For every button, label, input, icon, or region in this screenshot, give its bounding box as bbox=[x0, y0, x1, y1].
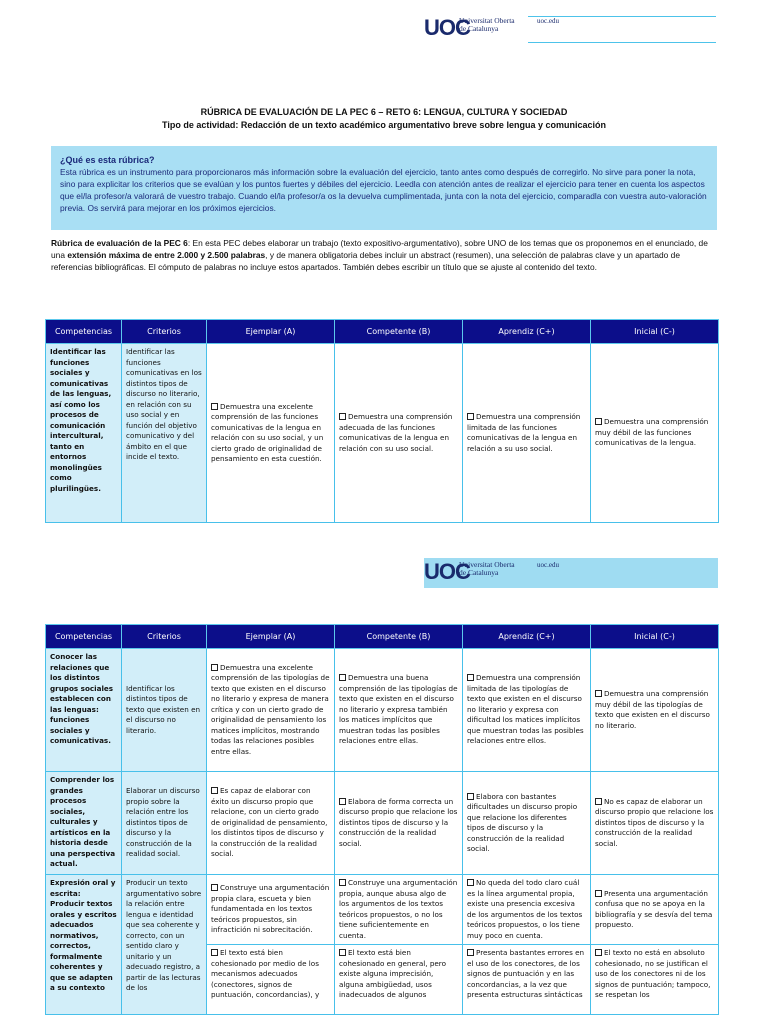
table-header-row bbox=[46, 625, 719, 649]
rubric-table-2 bbox=[45, 624, 719, 1015]
table-row bbox=[46, 772, 719, 875]
checkbox[interactable] bbox=[211, 787, 218, 794]
checkbox[interactable] bbox=[211, 664, 218, 671]
col-competente: Competente (B) bbox=[335, 625, 463, 649]
col-competente: Competente (B) bbox=[335, 320, 463, 344]
level-b-cell: Elabora de forma correcta un discurso propio que relacione los distintos tipos de discurso y la construcción de la realidad social. bbox=[335, 772, 463, 875]
uoc-logo: UOC bbox=[424, 15, 470, 40]
level-b-cell: Demuestra una comprensión adecuada de las funciones comunicativas de la lengua en relación con su uso social. bbox=[335, 344, 463, 523]
checkbox[interactable] bbox=[339, 413, 346, 420]
intro-box bbox=[51, 146, 717, 230]
checkbox[interactable] bbox=[595, 798, 602, 805]
rubric-description: Rúbrica de evaluación de la PEC 6: En esta PEC debes elaborar un trabajo (texto expositivo-argumentativo), sobre UNO de los temas que os proponemos en el enunciado, de una extensión máxima de entre 2.000 y 2.500 palabras, y de manera obligatoria debes incluir un abstract (resumen), una selección de palabras clave y un apartado de referencias bibliográficas. El cómputo de palabras no incluye estos apartados. También debes escribir un título que se ajuste al contenido del texto. bbox=[51, 238, 708, 272]
checkbox[interactable] bbox=[339, 674, 346, 681]
criterio-cell: Identificar los distintos tipos de texto que existen en el discurso no literario. bbox=[122, 649, 207, 772]
table-row bbox=[46, 649, 719, 772]
checkbox[interactable] bbox=[467, 949, 474, 956]
level-cplus-cell: Demuestra una comprensión limitada de las tipologías de texto que existen en el discurso no literario y expresa con dificultad los matices implícitos que muestran todas las posibles relaciones entre ellos. bbox=[463, 649, 591, 772]
level-b-cell: El texto está bien cohesionado en general, pero existe alguna imprecisión, alguna ambigüedad, usos inadecuados de algunos bbox=[335, 945, 463, 1015]
checkbox[interactable] bbox=[467, 793, 474, 800]
criterio-cell: Elaborar un discurso propio sobre la relación entre los distintos tipos de discurso y la construcción de la realidad social. bbox=[122, 772, 207, 875]
website-link[interactable]: uoc.edu bbox=[537, 17, 559, 25]
competencia-cell: Conocer las relaciones que los distintos grupos sociales establecen con las lenguas: funciones sociales y comunicativas. bbox=[46, 649, 122, 772]
level-cminus-cell: Presenta una argumentación confusa que no se apoya en la bibliografía y se desvía del tema propuesto. bbox=[591, 875, 719, 945]
level-a-cell: Construye una argumentación propia clara, escueta y bien fundamentada en los textos teóricos propuestos, sin infractición ni sobrecitación. bbox=[207, 875, 335, 945]
col-inicial: Inicial (C-) bbox=[591, 320, 719, 344]
criterio-cell: Identificar las funciones comunicativas en los distintos tipos de discurso no literario, en relación con su uso social y en función del objetivo comunicativo y del ámbito en el que incide el texto. bbox=[122, 344, 207, 523]
uoc-logo-header-2 bbox=[424, 558, 716, 588]
competencia-cell: Identificar las funciones sociales y comunicativas de las lenguas, así como los procesos de comunicación intercultural, tanto en entornos monolingües como plurilingües. bbox=[46, 344, 122, 523]
competencia-cell: Comprender los grandes procesos sociales, culturales y artísticos en la historia desde una perspectiva actual. bbox=[46, 772, 122, 875]
col-aprendiz: Aprendiz (C+) bbox=[463, 320, 591, 344]
uoc-logo-header bbox=[424, 14, 716, 44]
intro-question: ¿Qué es esta rúbrica? bbox=[60, 155, 155, 165]
checkbox[interactable] bbox=[211, 403, 218, 410]
competencia-cell: Expresión oral y escrita: Producir textos orales y escritos adecuados normativos, correctos, formalmente coherentes y que se adapten a su contexto bbox=[46, 875, 122, 1015]
table-row bbox=[46, 344, 719, 523]
table-header-row bbox=[46, 320, 719, 344]
col-ejemplar: Ejemplar (A) bbox=[207, 320, 335, 344]
level-a-cell: Es capaz de elaborar con éxito un discurso propio que relacione, con un cierto grado de originalidad de pensamiento, los distintos tipos de discurso y la construcción de la realidad social. bbox=[207, 772, 335, 875]
university-name: Universitat Oberta de Catalunya bbox=[459, 16, 515, 33]
col-inicial: Inicial (C-) bbox=[591, 625, 719, 649]
uoc-logo: UOC bbox=[424, 559, 470, 584]
checkbox[interactable] bbox=[467, 674, 474, 681]
checkbox[interactable] bbox=[211, 949, 218, 956]
col-competencias: Competencias bbox=[46, 320, 122, 344]
header-line bbox=[528, 42, 716, 43]
col-ejemplar: Ejemplar (A) bbox=[207, 625, 335, 649]
rubric-lead: Rúbrica de evaluación de la PEC 6 bbox=[51, 238, 188, 248]
level-cplus-cell: Elabora con bastantes dificultades un discurso propio que relacione los diferentes tipos de discurso y la construcción de la realidad social. bbox=[463, 772, 591, 875]
checkbox[interactable] bbox=[595, 949, 602, 956]
level-a-cell: Demuestra una excelente comprensión de las funciones comunicativas de la lengua en relación con su uso social, y un cierto grado de originalidad de pensamiento en esta cuestión. bbox=[207, 344, 335, 523]
checkbox[interactable] bbox=[467, 879, 474, 886]
intro-text: Esta rúbrica es un instrumento para proporcionaros más información sobre la evaluación del ejercicio, tanto antes como después de corregirlo. No sirve para poner la nota, sino para explicitar los criterios que se evalúan y los puntos fuertes y débiles del ejercicio. Leedla con atención antes de realizar el ejercicio para tener en cuenta los aspectos que el/la profesor/a valorará de vuestro trabajo. Cuando el/la profesor/a os la devuelva cumplimentada, junta con la nota del ejercicio, comparadla con vuestra auto-valoración previa. Os servirá para mejorar en los próximos ejercicios. bbox=[60, 167, 707, 213]
checkbox[interactable] bbox=[595, 418, 602, 425]
page-title: RÚBRICA DE EVALUACIÓN DE LA PEC 6 – RETO 6: LENGUA, CULTURA Y SOCIEDAD bbox=[200, 107, 568, 117]
criterio-cell: Producir un texto argumentativo sobre la relación entre lengua e identidad que sea coherente y correcto, con un sentido claro y unitario y un adecuado registro, a partir de las lecturas de los bbox=[122, 875, 207, 1015]
checkbox[interactable] bbox=[339, 798, 346, 805]
university-name: Universitat Oberta de Catalunya bbox=[459, 560, 515, 577]
level-b-cell: Construye una argumentación propia, aunque abusa algo de los argumentos de los textos teóricos propuestos, o no los tiene suficientemente en cuenta. bbox=[335, 875, 463, 945]
table-row bbox=[46, 875, 719, 945]
level-cminus-cell: El texto no está en absoluto cohesionado, no se justifican el uso de los conectores ni de los signos de puntuación; tampoco, se respetan los bbox=[591, 945, 719, 1015]
level-b-cell: Demuestra una buena comprensión de las tipologías de texto que existen en el discurso no literario y expresa también los matices implícitos que muestran todas las posibles relaciones entre ellas. bbox=[335, 649, 463, 772]
level-a-cell: El texto está bien cohesionado por medio de los mecanismos adecuados (conectores, signos de puntuación, concordancias), y bbox=[207, 945, 335, 1015]
level-cplus-cell: Presenta bastantes errores en el uso de los conectores, de los signos de puntuación y en las concordancias, a la vez que presenta estructuras sintácticas bbox=[463, 945, 591, 1015]
rubric-table-1 bbox=[45, 319, 719, 523]
level-cminus-cell: No es capaz de elaborar un discurso propio que relacione los distintos tipos de discurso y la construcción de la realidad social. bbox=[591, 772, 719, 875]
header-line bbox=[528, 16, 716, 17]
website-link[interactable]: uoc.edu bbox=[537, 561, 559, 569]
level-cplus-cell: Demuestra una comprensión limitada de las funciones comunicativas de la lengua en relación a su uso social. bbox=[463, 344, 591, 523]
page-subtitle: Tipo de actividad: Redacción de un texto académico argumentativo breve sobre lengua y comunicación bbox=[162, 120, 606, 130]
level-cplus-cell: No queda del todo claro cuál es la línea argumental propia, existe una presencia excesiva de los argumentos de los textos teóricos propuestos, o los tiene muy poco en cuenta. bbox=[463, 875, 591, 945]
checkbox[interactable] bbox=[595, 890, 602, 897]
checkbox[interactable] bbox=[339, 949, 346, 956]
word-limit: extensión máxima de entre 2.000 y 2.500 palabras bbox=[67, 250, 266, 260]
level-cminus-cell: Demuestra una comprensión muy débil de las tipologías de texto que existen en el discurso no literario. bbox=[591, 649, 719, 772]
col-criterios: Criterios bbox=[122, 625, 207, 649]
checkbox[interactable] bbox=[595, 690, 602, 697]
checkbox[interactable] bbox=[467, 413, 474, 420]
checkbox[interactable] bbox=[211, 884, 218, 891]
col-aprendiz: Aprendiz (C+) bbox=[463, 625, 591, 649]
level-a-cell: Demuestra una excelente comprensión de las tipologías de texto que existen en el discurso no literario y expresa de manera crítica y con un cierto grado de originalidad de pensamiento los matices implícitos, mostrando todas las relaciones posibles entre ellas. bbox=[207, 649, 335, 772]
col-competencias: Competencias bbox=[46, 625, 122, 649]
checkbox[interactable] bbox=[339, 879, 346, 886]
col-criterios: Criterios bbox=[122, 320, 207, 344]
level-cminus-cell: Demuestra una comprensión muy débil de las funciones comunicativas de la lengua. bbox=[591, 344, 719, 523]
